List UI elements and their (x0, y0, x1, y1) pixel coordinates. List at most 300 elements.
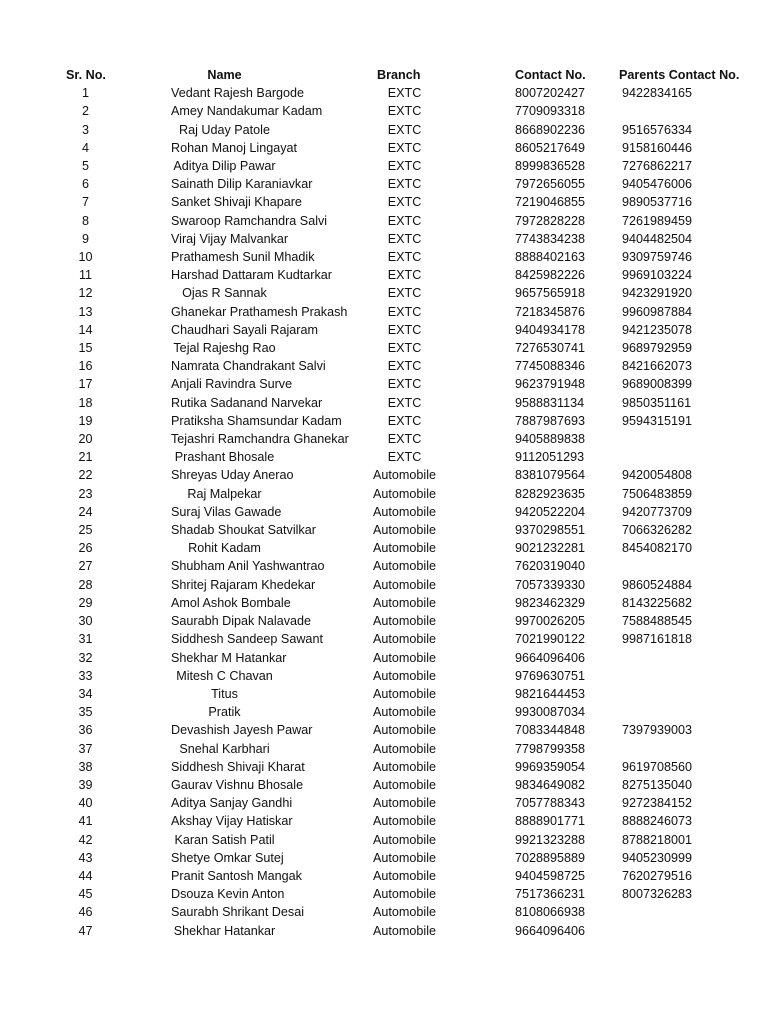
name-cell: Shadab Shoukat Satvilkar (171, 523, 316, 538)
branch-value: EXTC (387, 450, 422, 465)
contact-no-cell: 9664096406 (515, 650, 586, 665)
branch-value: EXTC (387, 432, 422, 447)
parents-contact-no-cell: 8788218001 (622, 832, 693, 847)
contact-no-cell: 9420522204 (515, 504, 586, 519)
table-row (0, 284, 768, 302)
sr-no-value: 33 (78, 668, 93, 683)
name-cell: Rohan Manoj Lingayat (171, 140, 298, 155)
sr-no-value: 28 (78, 577, 93, 592)
sr-no-value: 12 (78, 286, 93, 301)
name-cell: Tejashri Ramchandra Ghanekar (171, 432, 349, 447)
parents-contact-no-cell: 8421662073 (622, 359, 693, 374)
name-cell: Dsouza Kevin Anton (171, 887, 285, 902)
sr-no-value: 2 (81, 104, 89, 119)
contact-no-cell: 7028895889 (515, 850, 586, 865)
branch-cell (358, 448, 515, 466)
table-row (0, 503, 768, 521)
branch-value: EXTC (387, 304, 422, 319)
table-row (0, 212, 768, 230)
parents-contact-no-cell: 9516576334 (622, 122, 693, 137)
sr-no-cell (0, 521, 171, 539)
sr-no-value: 41 (78, 814, 93, 829)
branch-cell (358, 121, 515, 139)
header-name: Name (207, 68, 242, 82)
parents-contact-no-cell: 9420054808 (622, 468, 693, 483)
branch-cell (358, 193, 515, 211)
sr-no-cell (0, 721, 171, 739)
table-row (0, 412, 768, 430)
branch-value: EXTC (387, 413, 422, 428)
table-row (0, 230, 768, 248)
sr-no-value: 29 (78, 595, 93, 610)
contact-no-cell: 9823462329 (515, 595, 586, 610)
contact-no-cell: 7887987693 (515, 413, 586, 428)
branch-value: Automobile (372, 486, 436, 501)
contact-no-cell: 7057788343 (515, 796, 586, 811)
sr-no-cell (0, 321, 171, 339)
parents-contact-no-cell: 9850351161 (622, 395, 692, 410)
branch-value: Automobile (372, 686, 436, 701)
name-cell: Prathamesh Sunil Mhadik (171, 250, 315, 265)
student-contact-table (0, 66, 768, 940)
sr-no-cell (0, 339, 171, 357)
contact-no-cell: 9921323288 (515, 832, 586, 847)
name-cell: Devashish Jayesh Pawar (171, 723, 313, 738)
sr-no-cell (0, 121, 171, 139)
contact-no-cell: 9970026205 (515, 614, 586, 629)
sr-no-value: 19 (78, 413, 93, 428)
sr-no-cell (0, 466, 171, 484)
contact-no-cell: 9930087034 (515, 705, 586, 720)
sr-no-cell (0, 394, 171, 412)
sr-no-cell (0, 867, 171, 885)
contact-no-cell: 7219046855 (515, 195, 586, 210)
table-row (0, 649, 768, 667)
parents-contact-no-cell: 8143225682 (622, 595, 693, 610)
table-row (0, 721, 768, 739)
sr-no-cell (0, 576, 171, 594)
parents-contact-no-cell: 7620279516 (622, 868, 693, 883)
sr-no-value: 44 (78, 868, 93, 883)
table-row (0, 139, 768, 157)
branch-value: Automobile (372, 541, 436, 556)
name-cell: Ojas R Sannak (182, 286, 267, 301)
sr-no-cell (0, 685, 171, 703)
parents-contact-no-cell (619, 557, 768, 575)
contact-no-cell: 7276530741 (515, 341, 586, 356)
sr-no-cell (0, 303, 171, 321)
contact-no-cell: 7218345876 (515, 304, 586, 319)
sr-no-value: 10 (78, 250, 93, 265)
sr-no-cell (0, 485, 171, 503)
contact-no-cell: 7743834238 (515, 231, 586, 246)
sr-no-value: 35 (78, 705, 93, 720)
name-cell: Raj Malpekar (187, 486, 262, 501)
contact-no-cell: 9657565918 (515, 286, 586, 301)
branch-value: Automobile (372, 759, 436, 774)
parents-contact-no-cell: 7261989459 (622, 213, 693, 228)
parents-contact-no-cell: 9960987884 (622, 304, 693, 319)
sr-no-cell (0, 175, 171, 193)
sr-no-value: 16 (78, 359, 93, 374)
name-cell: Rohit Kadam (188, 541, 261, 556)
name-cell: Snehal Karbhari (179, 741, 270, 756)
branch-cell (358, 867, 515, 885)
contact-no-cell: 8888402163 (515, 250, 586, 265)
parents-contact-no-cell (619, 740, 768, 758)
table-row (0, 193, 768, 211)
branch-value: EXTC (387, 213, 422, 228)
sr-no-value: 26 (78, 541, 93, 556)
contact-no-cell: 9623791948 (515, 377, 586, 392)
contact-no-cell: 8605217649 (515, 140, 586, 155)
branch-cell (358, 539, 515, 557)
sr-no-value: 8 (81, 213, 89, 228)
parents-contact-no-cell: 9405230999 (622, 850, 693, 865)
table-row (0, 339, 768, 357)
contact-no-cell: 8007202427 (515, 86, 586, 101)
name-cell: Sanket Shivaji Khapare (171, 195, 302, 210)
sr-no-cell (0, 557, 171, 575)
parents-contact-no-cell (619, 430, 768, 448)
branch-cell (358, 849, 515, 867)
contact-no-cell: 7517366231 (515, 887, 586, 902)
sr-no-cell (0, 539, 171, 557)
table-row (0, 776, 768, 794)
table-row (0, 630, 768, 648)
parents-contact-no-cell: 9860524884 (622, 577, 693, 592)
branch-cell (358, 212, 515, 230)
parents-contact-no-cell: 9689008399 (622, 377, 693, 392)
table-row (0, 303, 768, 321)
contact-no-cell: 9821644453 (515, 686, 586, 701)
name-cell: Prashant Bhosale (174, 450, 275, 465)
branch-value: Automobile (372, 468, 436, 483)
table-row (0, 903, 768, 921)
table-row (0, 885, 768, 903)
name-cell: Aditya Dilip Pawar (173, 159, 276, 174)
sr-no-value: 4 (81, 140, 89, 155)
sr-no-value: 17 (78, 377, 93, 392)
table-row (0, 922, 768, 940)
branch-value: Automobile (372, 614, 436, 629)
sr-no-cell (0, 84, 171, 102)
sr-no-cell (0, 630, 171, 648)
contact-no-cell: 9112051293 (515, 450, 585, 465)
contact-no-cell: 7745088346 (515, 359, 586, 374)
sr-no-value: 47 (78, 923, 93, 938)
name-cell: Akshay Vijay Hatiskar (171, 814, 293, 829)
table-row (0, 576, 768, 594)
sr-no-value: 23 (78, 486, 93, 501)
parents-contact-no-cell: 9405476006 (622, 177, 693, 192)
sr-no-cell (0, 448, 171, 466)
parents-contact-no-cell: 9421235078 (622, 322, 693, 337)
name-cell: Aditya Sanjay Gandhi (171, 796, 293, 811)
name-cell: Anjali Ravindra Surve (171, 377, 293, 392)
branch-cell (358, 485, 515, 503)
branch-value: Automobile (372, 577, 436, 592)
parents-contact-no-cell: 7276862217 (622, 159, 693, 174)
contact-no-cell: 8668902236 (515, 122, 586, 137)
branch-value: Automobile (372, 796, 436, 811)
branch-value: Automobile (372, 814, 436, 829)
table-row (0, 121, 768, 139)
name-cell: Sainath Dilip Karaniavkar (171, 177, 313, 192)
sr-no-value: 11 (78, 268, 93, 283)
contact-no-cell: 7620319040 (515, 559, 586, 574)
table-row (0, 703, 768, 721)
parents-contact-no-cell (619, 703, 768, 721)
contact-no-cell: 9404598725 (515, 868, 586, 883)
table-row (0, 175, 768, 193)
name-cell: Saurabh Shrikant Desai (171, 905, 305, 920)
branch-cell (358, 758, 515, 776)
sr-no-cell (0, 776, 171, 794)
branch-cell (358, 557, 515, 575)
contact-no-cell: 8888901771 (515, 814, 586, 829)
sr-no-cell (0, 102, 171, 120)
parents-contact-no-cell: 9420773709 (622, 504, 693, 519)
parents-contact-no-cell: 9423291920 (622, 286, 693, 301)
parents-contact-no-cell (619, 649, 768, 667)
branch-value: EXTC (387, 231, 422, 246)
table-row (0, 812, 768, 830)
table-row (0, 466, 768, 484)
branch-value: EXTC (387, 395, 422, 410)
table-row (0, 248, 768, 266)
sr-no-value: 36 (78, 723, 93, 738)
branch-cell (358, 667, 515, 685)
branch-cell (358, 630, 515, 648)
branch-cell (358, 157, 515, 175)
sr-no-cell (0, 758, 171, 776)
branch-cell (358, 776, 515, 794)
branch-value: EXTC (387, 122, 422, 137)
parents-contact-no-cell: 8275135040 (622, 777, 693, 792)
branch-cell (358, 139, 515, 157)
sr-no-cell (0, 266, 171, 284)
table-row (0, 557, 768, 575)
name-cell: Shetye Omkar Sutej (171, 850, 284, 865)
branch-value: Automobile (372, 905, 436, 920)
parents-contact-no-cell: 9969103224 (622, 268, 693, 283)
branch-cell (358, 649, 515, 667)
sr-no-value: 21 (78, 450, 93, 465)
contact-no-cell: 9370298551 (515, 523, 586, 538)
sr-no-value: 15 (78, 341, 93, 356)
name-cell: Karan Satish Patil (174, 832, 275, 847)
table-row (0, 157, 768, 175)
sr-no-value: 18 (78, 395, 93, 410)
table-row (0, 84, 768, 102)
branch-value: Automobile (372, 504, 436, 519)
table-row (0, 794, 768, 812)
branch-value: EXTC (387, 250, 422, 265)
contact-no-cell: 9405889838 (515, 432, 586, 447)
branch-cell (358, 84, 515, 102)
parents-contact-no-cell: 9272384152 (622, 796, 693, 811)
sr-no-cell (0, 794, 171, 812)
table-row (0, 667, 768, 685)
branch-value: EXTC (387, 159, 422, 174)
name-cell: Namrata Chandrakant Salvi (171, 359, 326, 374)
sr-no-value: 25 (78, 523, 93, 538)
branch-value: Automobile (372, 887, 436, 902)
sr-no-value: 7 (81, 195, 89, 210)
table-row (0, 740, 768, 758)
name-cell: Saurabh Dipak Nalavade (171, 614, 312, 629)
branch-value: Automobile (372, 850, 436, 865)
table-row (0, 266, 768, 284)
branch-cell (358, 175, 515, 193)
contact-no-cell: 7083344848 (515, 723, 586, 738)
branch-value: Automobile (372, 523, 436, 538)
sr-no-cell (0, 503, 171, 521)
branch-value: EXTC (387, 268, 422, 283)
sr-no-cell (0, 903, 171, 921)
table-row (0, 321, 768, 339)
sr-no-value: 13 (78, 304, 93, 319)
name-cell: Tejal Rajeshg Rao (173, 341, 276, 356)
branch-value: Automobile (372, 868, 436, 883)
parents-contact-no-cell: 9987161818 (622, 632, 693, 647)
contact-no-cell: 7798799358 (515, 741, 586, 756)
branch-value: EXTC (387, 377, 422, 392)
table-row (0, 485, 768, 503)
branch-value: Automobile (372, 559, 436, 574)
branch-cell (358, 321, 515, 339)
sr-no-value: 37 (78, 741, 93, 756)
sr-no-value: 39 (78, 777, 93, 792)
name-cell: Amey Nandakumar Kadam (171, 104, 323, 119)
parents-contact-no-cell: 9689792959 (622, 341, 693, 356)
table-row (0, 430, 768, 448)
table-row (0, 448, 768, 466)
parents-contact-no-cell: 9890537716 (622, 195, 693, 210)
parents-contact-no-cell: 9619708560 (622, 759, 693, 774)
name-cell: Shubham Anil Yashwantrao (171, 559, 325, 574)
branch-cell (358, 903, 515, 921)
sr-no-cell (0, 357, 171, 375)
name-cell: Pratik (208, 705, 241, 720)
name-cell: Swaroop Ramchandra Salvi (171, 213, 328, 228)
table-row (0, 521, 768, 539)
sr-no-cell (0, 157, 171, 175)
sr-no-value: 1 (81, 86, 89, 101)
branch-cell (358, 284, 515, 302)
sr-no-cell (0, 922, 171, 940)
name-cell: Pratiksha Shamsundar Kadam (171, 413, 342, 428)
sr-no-value: 43 (78, 850, 93, 865)
parents-contact-no-cell (619, 903, 768, 921)
parents-contact-no-cell: 7066326282 (622, 523, 693, 538)
sr-no-value: 40 (78, 796, 93, 811)
branch-value: EXTC (387, 286, 422, 301)
sr-no-cell (0, 212, 171, 230)
contact-no-cell: 8381079564 (515, 468, 586, 483)
sr-no-cell (0, 412, 171, 430)
name-cell: Shekhar M Hatankar (171, 650, 287, 665)
branch-cell (358, 102, 515, 120)
branch-value: EXTC (387, 140, 422, 155)
contact-no-cell: 9834649082 (515, 777, 586, 792)
sr-no-cell (0, 248, 171, 266)
branch-cell (358, 812, 515, 830)
sr-no-value: 32 (78, 650, 93, 665)
parents-contact-no-cell: 9594315191 (622, 413, 693, 428)
sr-no-cell (0, 139, 171, 157)
header-sr-no: Sr. No. (66, 68, 106, 82)
name-cell: Suraj Vilas Gawade (171, 504, 282, 519)
table-row (0, 357, 768, 375)
name-cell: Rutika Sadanand Narvekar (171, 395, 323, 410)
name-cell: Gaurav Vishnu Bhosale (171, 777, 304, 792)
contact-no-cell: 8999836528 (515, 159, 586, 174)
name-cell: Shritej Rajaram Khedekar (171, 577, 316, 592)
branch-value: Automobile (372, 741, 436, 756)
sr-no-cell (0, 703, 171, 721)
sr-no-value: 30 (78, 614, 93, 629)
parents-contact-no-cell: 7397939003 (622, 723, 693, 738)
header-row (0, 66, 768, 84)
name-cell: Siddhesh Shivaji Kharat (171, 759, 305, 774)
name-cell: Chaudhari Sayali Rajaram (171, 322, 318, 337)
parents-contact-no-cell: 9422834165 (622, 86, 693, 101)
table-row (0, 394, 768, 412)
sr-no-value: 14 (78, 322, 93, 337)
contact-no-cell: 9769630751 (515, 668, 586, 683)
branch-value: EXTC (387, 104, 422, 119)
sr-no-cell (0, 193, 171, 211)
branch-value: Automobile (372, 705, 436, 720)
contact-no-cell: 8425982226 (515, 268, 586, 283)
table-row (0, 539, 768, 557)
branch-value: EXTC (387, 177, 422, 192)
sr-no-value: 42 (78, 832, 93, 847)
name-cell: Titus (211, 686, 238, 701)
sr-no-cell (0, 612, 171, 630)
parents-contact-no-cell: 9404482504 (622, 231, 693, 246)
sr-no-cell (0, 812, 171, 830)
branch-cell (358, 339, 515, 357)
contact-no-cell: 8282923635 (515, 486, 586, 501)
name-cell: Raj Uday Patole (178, 122, 270, 137)
table-row (0, 594, 768, 612)
table-row (0, 831, 768, 849)
sr-no-value: 34 (78, 686, 93, 701)
branch-cell (358, 721, 515, 739)
sr-no-value: 45 (78, 887, 93, 902)
table-row (0, 685, 768, 703)
name-cell: Ghanekar Prathamesh Prakash (171, 304, 348, 319)
branch-cell (358, 922, 515, 940)
sr-no-cell (0, 667, 171, 685)
name-cell: Vedant Rajesh Bargode (171, 86, 305, 101)
sr-no-cell (0, 375, 171, 393)
sr-no-value: 22 (78, 468, 93, 483)
parents-contact-no-cell: 9158160446 (622, 140, 693, 155)
contact-no-cell: 7972656055 (515, 177, 586, 192)
sr-no-value: 46 (78, 905, 93, 920)
parents-contact-no-cell: 7506483859 (622, 486, 693, 501)
branch-cell (358, 503, 515, 521)
branch-cell (358, 794, 515, 812)
name-cell: Mitesh C Chavan (176, 668, 273, 683)
sr-no-value: 27 (78, 559, 93, 574)
header-parents-contact-no: Parents Contact No. (619, 68, 740, 82)
parents-contact-no-cell: 7588488545 (622, 614, 693, 629)
